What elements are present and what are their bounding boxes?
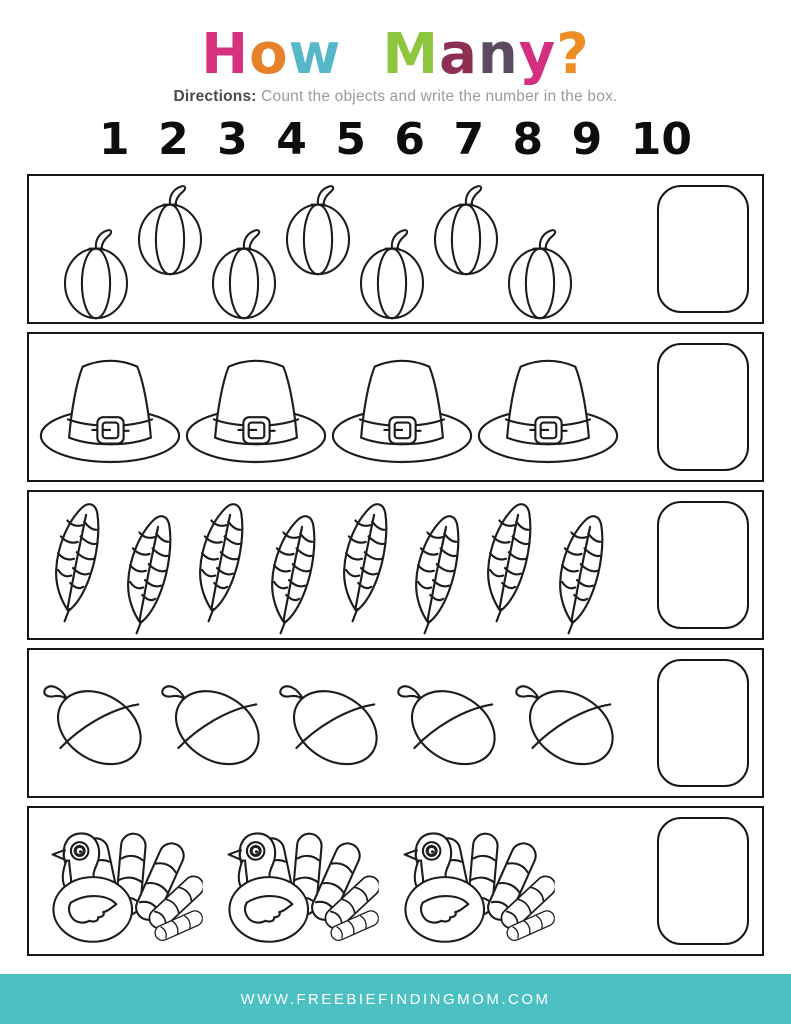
count-row-pumpkin — [27, 174, 764, 324]
acorn-icon — [275, 672, 391, 774]
count-row-turkey — [27, 806, 764, 956]
directions — [0, 88, 791, 106]
answer-box-turkey[interactable] — [657, 817, 749, 945]
feather-icon — [333, 499, 403, 625]
pilgrim-hat-icon — [329, 349, 475, 466]
feather-group — [29, 492, 649, 638]
count-row-acorn — [27, 648, 764, 798]
feather-icon — [477, 499, 547, 625]
title-letter: n — [477, 22, 519, 87]
number-label: 4 — [276, 114, 307, 165]
pumpkin-icon — [493, 227, 587, 321]
number-strip — [27, 114, 764, 165]
pumpkin-group — [29, 176, 649, 322]
directions-text: Count the objects and write the number in the box. — [256, 88, 618, 105]
pilgrim-hat-icon — [183, 349, 329, 466]
turkey-icon — [393, 816, 555, 947]
answer-box-pumpkin[interactable] — [657, 185, 749, 313]
title-letter — [341, 24, 382, 86]
acorn-group — [29, 650, 649, 796]
rows — [27, 174, 764, 956]
feather-icon — [549, 511, 619, 637]
answer-box-pilgrim-hat[interactable] — [657, 343, 749, 471]
pilgrim-hat-icon — [37, 349, 183, 466]
number-label: 3 — [217, 114, 248, 165]
number-label: 6 — [394, 114, 426, 165]
count-row-pilgrim-hat — [27, 332, 764, 482]
feather-icon — [189, 499, 259, 625]
acorn-icon — [511, 672, 627, 774]
feather-icon — [261, 511, 331, 637]
acorn-icon — [157, 672, 273, 774]
answer-box-feather[interactable] — [657, 501, 749, 629]
turkey-icon — [217, 816, 379, 947]
turkey-group — [29, 808, 649, 954]
title-letter: o — [249, 22, 289, 87]
feather-icon — [117, 511, 187, 637]
acorn-icon — [39, 672, 155, 774]
page-title — [0, 24, 791, 86]
title-letter: y — [518, 22, 557, 87]
pilgrim-hat-group — [29, 334, 649, 480]
turkey-icon — [41, 816, 203, 947]
pilgrim-hat-icon — [475, 349, 621, 466]
number-label: 2 — [158, 114, 189, 165]
footer-bar — [0, 974, 791, 1024]
footer-url: WWW.FREEBIEFINDINGMOM.COM — [240, 990, 551, 1008]
answer-box-acorn[interactable] — [657, 659, 749, 787]
title-letter: H — [201, 22, 250, 87]
count-row-feather — [27, 490, 764, 640]
number-label: 5 — [335, 114, 366, 165]
feather-icon — [45, 499, 115, 625]
number-label: 9 — [571, 114, 603, 165]
title-letter: a — [439, 22, 478, 87]
number-label: 7 — [453, 114, 485, 165]
feather-icon — [405, 511, 475, 637]
number-label: 8 — [512, 114, 544, 165]
directions-label: Directions: — [173, 88, 257, 105]
title-letter: w — [288, 22, 342, 87]
title-letter: M — [382, 22, 440, 87]
acorn-icon — [393, 672, 509, 774]
number-label: 1 — [99, 114, 130, 165]
title-letter: ? — [556, 22, 590, 87]
number-label: 10 — [630, 114, 692, 165]
